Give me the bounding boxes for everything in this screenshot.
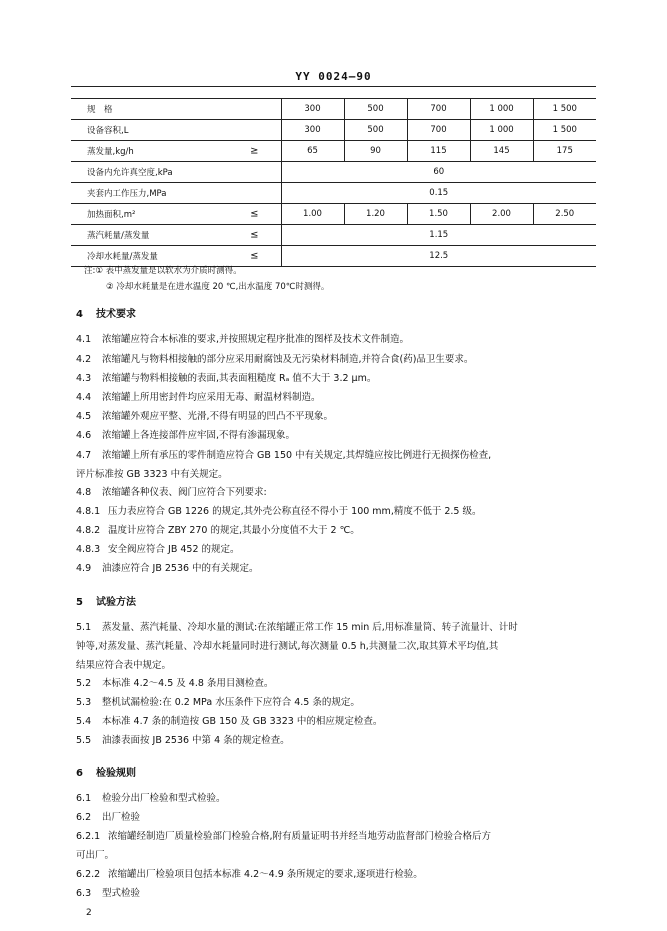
table-cell: 90 [344,141,407,162]
header-rule [71,86,596,87]
table-cell-span: 1.15 [281,225,596,246]
clause-4-8-3: 4.8.3 安全阀应符合 JB 452 的规定。 [76,544,240,555]
section-heading-4: 4 技术要求 [76,309,136,320]
clause-6-2: 6.2 出厂检验 [76,812,141,823]
table-cell: 145 [470,141,533,162]
table-cell: 1.50 [407,204,470,225]
table-cell-span: 0.15 [281,183,596,204]
table-cell: 700 [407,120,470,141]
row-label-text: 设备内允许真空度,kPa [87,168,173,178]
standard-code-header: YY 0024—90 [295,70,372,83]
table-row [71,162,596,183]
clause-5-2: 5.2 本标准 4.2～4.5 及 4.8 条用目测检查。 [76,678,274,689]
row-label [71,183,281,204]
table-cell: 1.00 [281,204,344,225]
table-cell: 2.00 [470,204,533,225]
comparison-symbol: ≤ [250,250,259,262]
row-label [71,162,281,183]
table-cell: 1.20 [344,204,407,225]
table-cell: 1 000 [470,120,533,141]
comparison-symbol: ≤ [250,208,259,220]
comparison-symbol: ≤ [250,229,259,241]
table-row [71,99,596,120]
clause-6-2-2: 6.2.2 浓缩罐出厂检验项目包括本标准 4.2～4.9 条所规定的要求,逐项进行检验。 [76,869,423,880]
table-cell: 300 [281,120,344,141]
section-title: 技术要求 [96,309,136,320]
row-label-text: 冷却水耗量/蒸发量 [87,252,158,262]
table-cell: 1 500 [533,99,596,120]
clause-4-1: 4.1 浓缩罐应符合本标准的要求,并按照规定程序批准的图样及技术文件制造。 [76,334,410,345]
row-label-text: 设备容积,L [87,126,129,136]
row-label [71,99,281,120]
table-cell-span: 12.5 [281,246,596,267]
clause-4-5: 4.5 浓缩罐外观应平整、光滑,不得有明显的凹凸不平现象。 [76,411,334,422]
clause-5-5: 5.5 油漆表面按 JB 2536 中第 4 条的规定检查。 [76,735,290,746]
section-heading-5: 5 试验方法 [76,597,136,608]
note-1: 注:① 表中蒸发量是以软水为介质时测得。 [84,266,242,276]
table-cell-span: 60 [281,162,596,183]
table-cell: 115 [407,141,470,162]
table-cell: 175 [533,141,596,162]
row-label-text: 规 格 [87,105,113,115]
row-label [71,225,281,246]
table-cell: 2.50 [533,204,596,225]
row-label [71,120,281,141]
clause-4-3: 4.3 浓缩罐与物料相接触的表面,其表面粗糙度 Rₐ 值不大于 3.2 μm。 [76,373,377,384]
table-row [71,225,596,246]
clause-4-8: 4.8 浓缩罐各种仪表、阀门应符合下列要求: [76,487,267,498]
clause-4-2: 4.2 浓缩罐凡与物料相接触的部分应采用耐腐蚀及无污染材料制造,并符合食(药)品卫生要求。 [76,354,474,365]
table-cell: 1 500 [533,120,596,141]
row-label-text: 加热面积,m² [87,210,136,220]
table-cell: 500 [344,99,407,120]
comparison-symbol: ≥ [250,145,259,157]
table-cell: 65 [281,141,344,162]
clause-4-4: 4.4 浓缩罐上所用密封件均应采用无毒、耐温材料制造。 [76,392,321,403]
clause-4-8-1: 4.8.1 压力表应符合 GB 1226 的规定,其外壳公称直径不得小于 100 mm,精度不低于 2.5 级。 [76,506,482,517]
row-label-text: 蒸发量,kg/h [87,147,134,157]
clause-5-4: 5.4 本标准 4.7 条的制造按 GB 150 及 GB 3323 中的相应规定检查。 [76,716,383,727]
table-row [71,204,596,225]
clause-4-7: 4.7 浓缩罐上所有承压的零件制造应符合 GB 150 中有关规定,其焊缝应按比例进行无损探伤检查, 评片标准按 GB 3323 中有关规定。 [76,450,492,480]
clause-6-2-1: 6.2.1 浓缩罐经制造厂质量检验部门检验合格,附有质量证明书并经当地劳动监督部门检验合格后方 可出厂。 [76,831,492,861]
note-2: ② 冷却水耗量是在进水温度 20 ℃,出水温度 70℃时测得。 [106,282,330,292]
clause-4-8-2: 4.8.2 温度计应符合 ZBY 270 的规定,其最小分度值不大于 2 ℃。 [76,525,360,536]
clause-5-3: 5.3 整机试漏检验:在 0.2 MPa 水压条件下应符合 4.5 条的规定。 [76,697,360,708]
table-cell: 300 [281,99,344,120]
table-cell: 700 [407,99,470,120]
specification-table [71,98,596,267]
clause-6-1: 6.1 检验分出厂检验和型式检验。 [76,793,226,804]
clause-4-9: 4.9 油漆应符合 JB 2536 中的有关规定。 [76,563,259,574]
table-notes [84,263,329,295]
clause-5-1: 5.1 蒸发量、蒸汽耗量、冷却水量的测试:在浓缩罐正常工作 15 min 后,用标准量筒、转子流量计、计时 钟等,对蒸发量、蒸汽耗量、冷却水耗量同时进行测试,每次测量 0.5 h,共测量二次,取其算术平均值,其 结果应符合表中规定。 [76,622,518,671]
section-title: 试验方法 [96,597,136,608]
clause-6-3: 6.3 型式检验 [76,888,141,899]
row-label-text: 蒸汽耗量/蒸发量 [87,231,150,241]
table-cell: 500 [344,120,407,141]
row-label-text: 夹套内工作压力,MPa [87,189,167,199]
section-heading-6: 6 检验规则 [76,768,136,779]
row-label [71,204,281,225]
section-title: 检验规则 [96,768,136,779]
table-row [71,120,596,141]
page-number: 2 [86,908,92,918]
table-row [71,141,596,162]
table-row [71,183,596,204]
table-cell: 1 000 [470,99,533,120]
clause-4-6: 4.6 浓缩罐上各连接部件应牢固,不得有渗漏现象。 [76,430,296,441]
row-label [71,141,281,162]
